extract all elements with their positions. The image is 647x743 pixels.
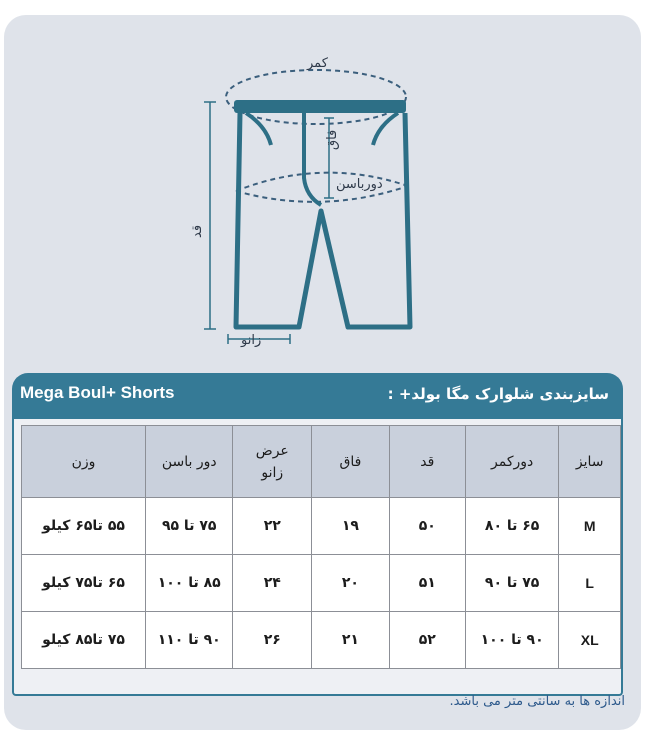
table-row [22, 555, 621, 612]
hip-label: دورباسن [336, 177, 383, 192]
header-hip: دور باسن [146, 426, 233, 498]
cell-weight: ۵۵ تا۶۵ کیلو [22, 498, 146, 555]
fly-line [304, 113, 321, 205]
size-table-container [12, 419, 623, 696]
cell-hip: ۷۵ تا ۹۵ [146, 498, 233, 555]
cell-weight: ۷۵ تا۸۵ کیلو [22, 612, 146, 669]
cell-hip: ۹۰ تا ۱۱۰ [146, 612, 233, 669]
waist-label: کمر [307, 56, 328, 71]
cell-height: ۵۰ [389, 498, 465, 555]
cell-size: M [559, 498, 621, 555]
cell-height: ۵۲ [389, 612, 465, 669]
rise-label: فاق [325, 129, 340, 150]
header-knee-width: عرض زانو [233, 426, 312, 498]
knee-label: زانو [241, 333, 262, 348]
cell-rise: ۱۹ [312, 498, 389, 555]
product-title-en: Mega Boul+ Shorts [20, 383, 175, 402]
height-label: قد [190, 224, 205, 238]
cell-knee: ۲۲ [233, 498, 312, 555]
cell-weight: ۶۵ تا۷۵ کیلو [22, 555, 146, 612]
cell-knee: ۲۴ [233, 555, 312, 612]
cell-waist: ۷۵ تا ۹۰ [465, 555, 558, 612]
shorts-body [236, 113, 410, 327]
cell-rise: ۲۱ [312, 612, 389, 669]
header-size: سایز [559, 426, 621, 498]
table-row [22, 612, 621, 669]
header-waist: دورکمر [465, 426, 558, 498]
cell-waist: ۹۰ تا ۱۰۰ [465, 612, 558, 669]
cell-hip: ۸۵ تا ۱۰۰ [146, 555, 233, 612]
header-weight: وزن [22, 426, 146, 498]
units-footnote: اندازه ها به سانتی متر می باشد. [449, 694, 625, 709]
cell-knee: ۲۶ [233, 612, 312, 669]
cell-height: ۵۱ [389, 555, 465, 612]
size-table [21, 425, 621, 669]
header-rise: فاق [312, 426, 389, 498]
product-title-fa: سایزبندی شلوارک مگا بولد+ : [387, 385, 609, 403]
table-row [22, 498, 621, 555]
cell-waist: ۶۵ تا ۸۰ [465, 498, 558, 555]
table-header-bar [12, 373, 623, 419]
cell-size: L [559, 555, 621, 612]
cell-rise: ۲۰ [312, 555, 389, 612]
header-height: قد [389, 426, 465, 498]
waistband [234, 100, 406, 113]
cell-size: XL [559, 612, 621, 669]
table-header-row [22, 426, 621, 498]
